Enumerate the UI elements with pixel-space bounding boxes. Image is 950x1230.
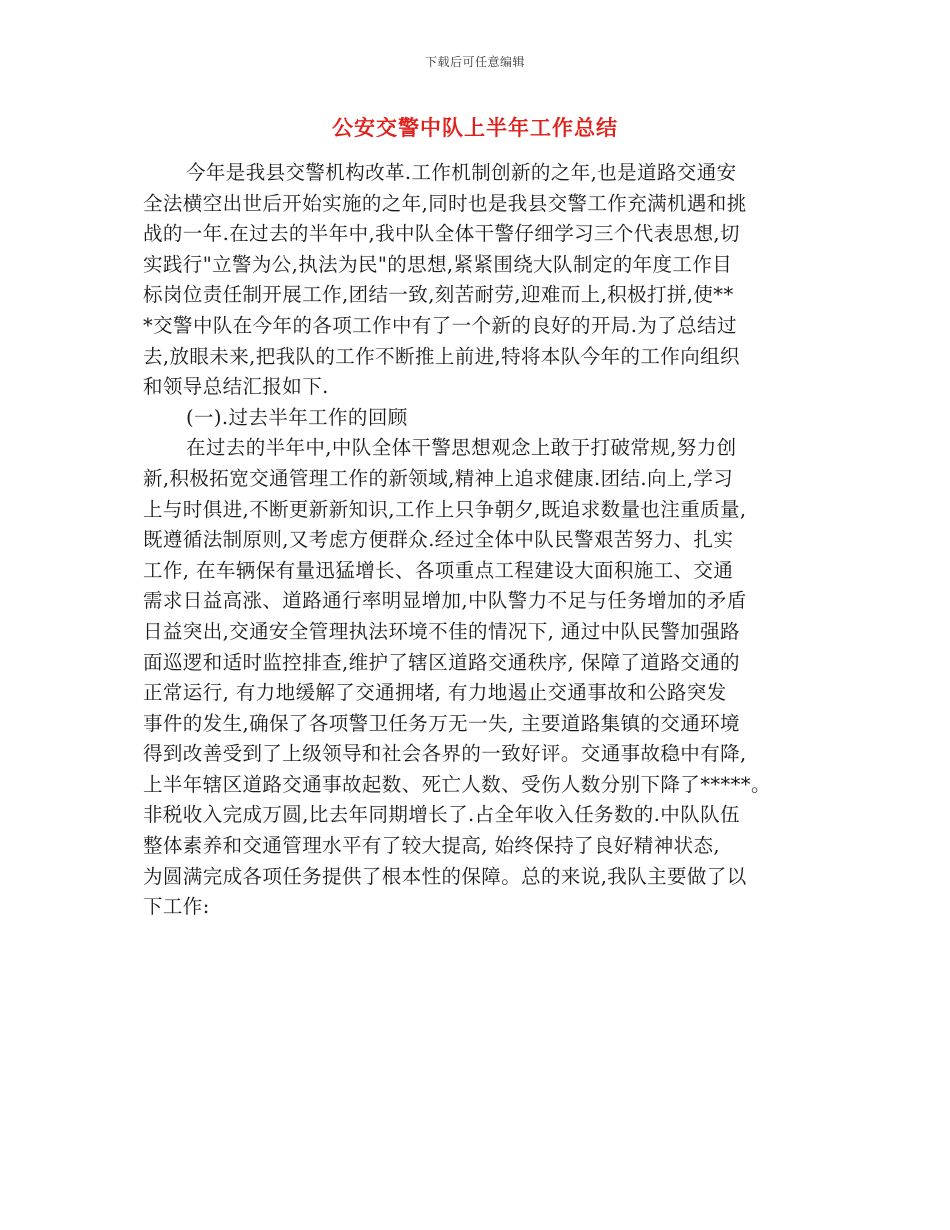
text-line: 去,放眼未来,把我队的工作不断推上前进,特将本队今年的工作向组织 — [143, 344, 740, 368]
text-line: 战的一年.在过去的半年中,我中队全体干警仔细学习三个代表思想,切 — [143, 222, 740, 246]
text-line: 为圆满完成各项任务提供了根本性的保障。总的来说,我队主要做了以 — [143, 864, 747, 888]
text-line: 新,积极拓宽交通管理工作的新领域,精神上追求健康.团结.向上,学习 — [143, 466, 734, 490]
header-note: 下载后可任意编辑 — [424, 55, 525, 69]
text-line: *交警中队在今年的各项工作中有了一个新的良好的开局.为了总结过 — [143, 313, 737, 337]
text-line: 非税收入完成万圆,比去年同期增长了.占全年收入任务数的.中队队伍 — [143, 803, 740, 827]
text-line: 下工作: — [143, 895, 210, 919]
text-line: 上半年辖区道路交通事故起数、死亡人数、受伤人数分别下降了*****。 — [143, 772, 771, 796]
text-line: 全法横空出世后开始实施的之年,同时也是我县交警工作充满机遇和挑 — [143, 191, 747, 215]
text-line: (一).过去半年工作的回顾 — [186, 405, 408, 429]
text-line: 和领导总结汇报如下. — [143, 375, 329, 399]
text-line: 整体素养和交通管理水平有了较大提高, 始终保持了良好精神状态, — [143, 834, 720, 858]
text-line: 在过去的半年中,中队全体干警思想观念上敢于打破常规,努力创 — [186, 436, 737, 460]
text-line: 得到改善受到了上级领导和社会各界的一致好评。交通事故稳中有降, — [143, 742, 747, 766]
text-line: 面巡逻和适时监控排查,维护了辖区道路交通秩序, 保障了道路交通的 — [143, 650, 740, 674]
text-line: 上与时俱进,不断更新新知识,工作上只争朝夕,既追求数量也注重质量, — [143, 497, 747, 521]
text-line: 日益突出,交通安全管理执法环境不佳的情况下, 通过中队民警加强路 — [143, 619, 740, 643]
text-line: 正常运行, 有力地缓解了交通拥堵, 有力地遏止交通事故和公路突发 — [143, 681, 727, 705]
text-line: 工作, 在车辆保有量迅猛增长、各项重点工程建设大面积施工、交通 — [143, 558, 734, 582]
text-line: 既遵循法制原则,又考虑方便群众.经过全体中队民警艰苦努力、扎实 — [143, 528, 734, 552]
text-line: 标岗位责任制开展工作,团结一致,刻苦耐劳,迎难而上,积极打拼,使** — [143, 283, 734, 307]
text-line: 实践行"立警为公,执法为民"的思想,紧紧围绕大队制定的年度工作目 — [143, 252, 733, 276]
text-line: 事件的发生,确保了各项警卫任务万无一失, 主要道路集镇的交通环境 — [143, 711, 740, 735]
document-body — [143, 158, 813, 923]
document-title: 公安交警中队上半年工作总结 — [332, 115, 618, 140]
text-line: 需求日益高涨、道路通行率明显增加,中队警力不足与任务增加的矛盾 — [143, 589, 747, 613]
text-line: 今年是我县交警机构改革.工作机制创新的之年,也是道路交通安 — [186, 161, 737, 184]
